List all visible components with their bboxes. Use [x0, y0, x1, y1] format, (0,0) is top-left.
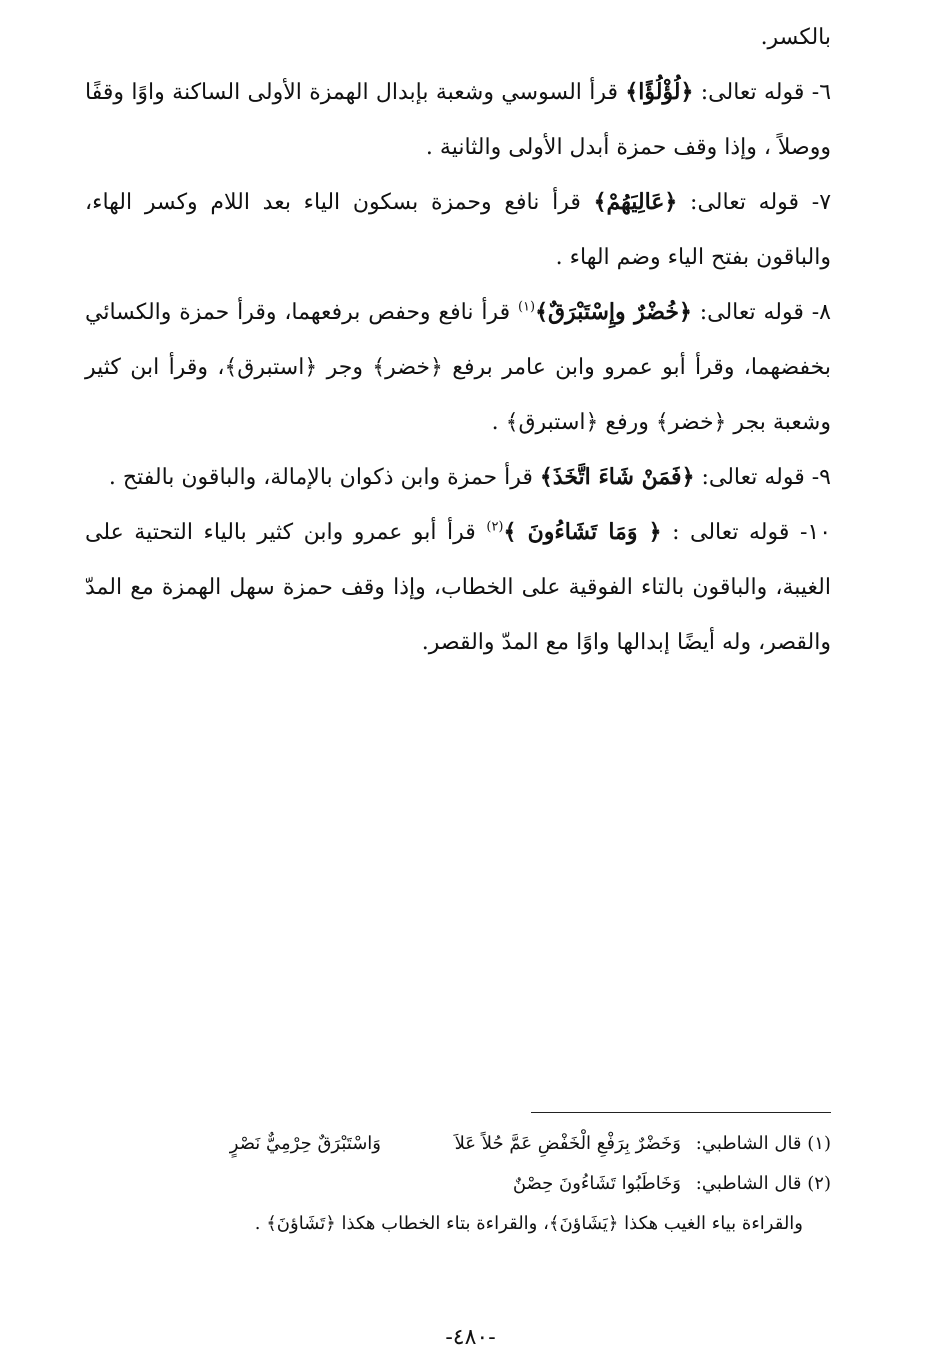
paragraph-lead: قوله تعالى:	[690, 190, 800, 215]
paragraph-number: ١٠-	[799, 520, 832, 545]
quran-quote: ﴿فَمَنْ شَاءَ اتَّخَذَ﴾	[539, 464, 695, 490]
paragraph-body: قرأ نافع وحمزة بسكون الياء بعد اللام وكسر الهاء، والباقون بفتح الياء وضم الهاء .	[85, 190, 831, 270]
paragraph-lead: قوله تعالى :	[672, 520, 790, 545]
paragraph-body: قرأ السوسي وشعبة بإبدال الهمزة الأولى الساكنة واوًا وقفًا ووصلاً ، وإذا وقف حمزة أبدل الأولى والثانية .	[85, 80, 831, 160]
paragraph-lead: قوله تعالى:	[699, 300, 804, 325]
quran-quote: ﴿عَالِيَهُمْ﴾	[593, 189, 678, 215]
paragraph-body: قرأ حمزة وابن ذكوان بالإمالة، والباقون بالفتح .	[108, 465, 533, 490]
footnotes	[85, 1124, 831, 1244]
footnote-verse: وَخَضْرٌ بِرَفْعِ الْخَفْضِ عَمَّ حُلاً عَلاَ	[454, 1133, 681, 1154]
footnote-label: (٢) قال الشاطبي:	[695, 1173, 831, 1194]
footnote-1	[85, 1124, 831, 1164]
quran-quote: ﴿لُؤْلُؤًا﴾	[625, 79, 694, 105]
paragraph-7	[85, 175, 831, 285]
paragraph-number: ٧-	[811, 190, 832, 215]
footnote-marker: (٢)	[486, 519, 504, 535]
footnote-divider	[531, 1112, 831, 1113]
footnote-marker: (١)	[517, 299, 536, 315]
footnote-2-note: والقراءة بياء الغيب هكذا ﴿يَشَاؤنَ﴾، والقراءة بتاء الخطاب هكذا ﴿تَشَاؤنَ﴾ .	[254, 1213, 803, 1234]
main-text	[85, 10, 831, 670]
paragraph-6	[85, 65, 831, 175]
quran-quote: ﴿ وَمَا تَشَاءُونَ ﴾	[503, 519, 662, 545]
paragraph-10	[85, 505, 831, 670]
paragraph-number: ٩-	[811, 465, 831, 490]
footnote-2	[85, 1164, 831, 1204]
quran-quote: ﴿خُضْرٌ وإِسْتَبْرَقٌ﴾	[535, 299, 692, 325]
continuation-line: بالكسر.	[760, 25, 831, 50]
footnote-verse: وَاسْتَبْرَقٌ حِرْمِيٌّ نَصْرٍ	[229, 1133, 381, 1154]
paragraph-lead: قوله تعالى:	[700, 80, 805, 105]
paragraph-number: ٦-	[811, 80, 832, 105]
paragraph-lead: قوله تعالى:	[701, 465, 805, 490]
footnote-verse: وَخَاطَبُوا تَشَاءُونَ حِصْنٌ	[512, 1173, 681, 1194]
page-number: -٤٨٠-	[445, 1325, 496, 1350]
paragraph-body: قرأ نافع وحفص برفعهما، وقرأ حمزة والكسائي بخفضهما، وقرأ أبو عمرو وابن عامر برفع ﴿خضر﴾ وجر ﴿استبرق﴾، وقرأ ابن كثير وشعبة بجر ﴿خضر﴾ ورفع ﴿استبرق﴾ .	[85, 300, 831, 435]
paragraph-9	[85, 450, 831, 505]
paragraph-body: قرأ أبو عمرو وابن كثير بالياء التحتية على الغيبة، والباقون بالتاء الفوقية على الخطاب، وإذا وقف حمزة سهل الهمزة مع المدّ والقصر، وله أيضًا إبدالها واوًا مع المدّ والقصر.	[85, 520, 831, 655]
footnote-label: (١) قال الشاطبي:	[695, 1133, 831, 1154]
paragraph-number: ٨-	[811, 300, 831, 325]
paragraph-8	[85, 285, 831, 450]
